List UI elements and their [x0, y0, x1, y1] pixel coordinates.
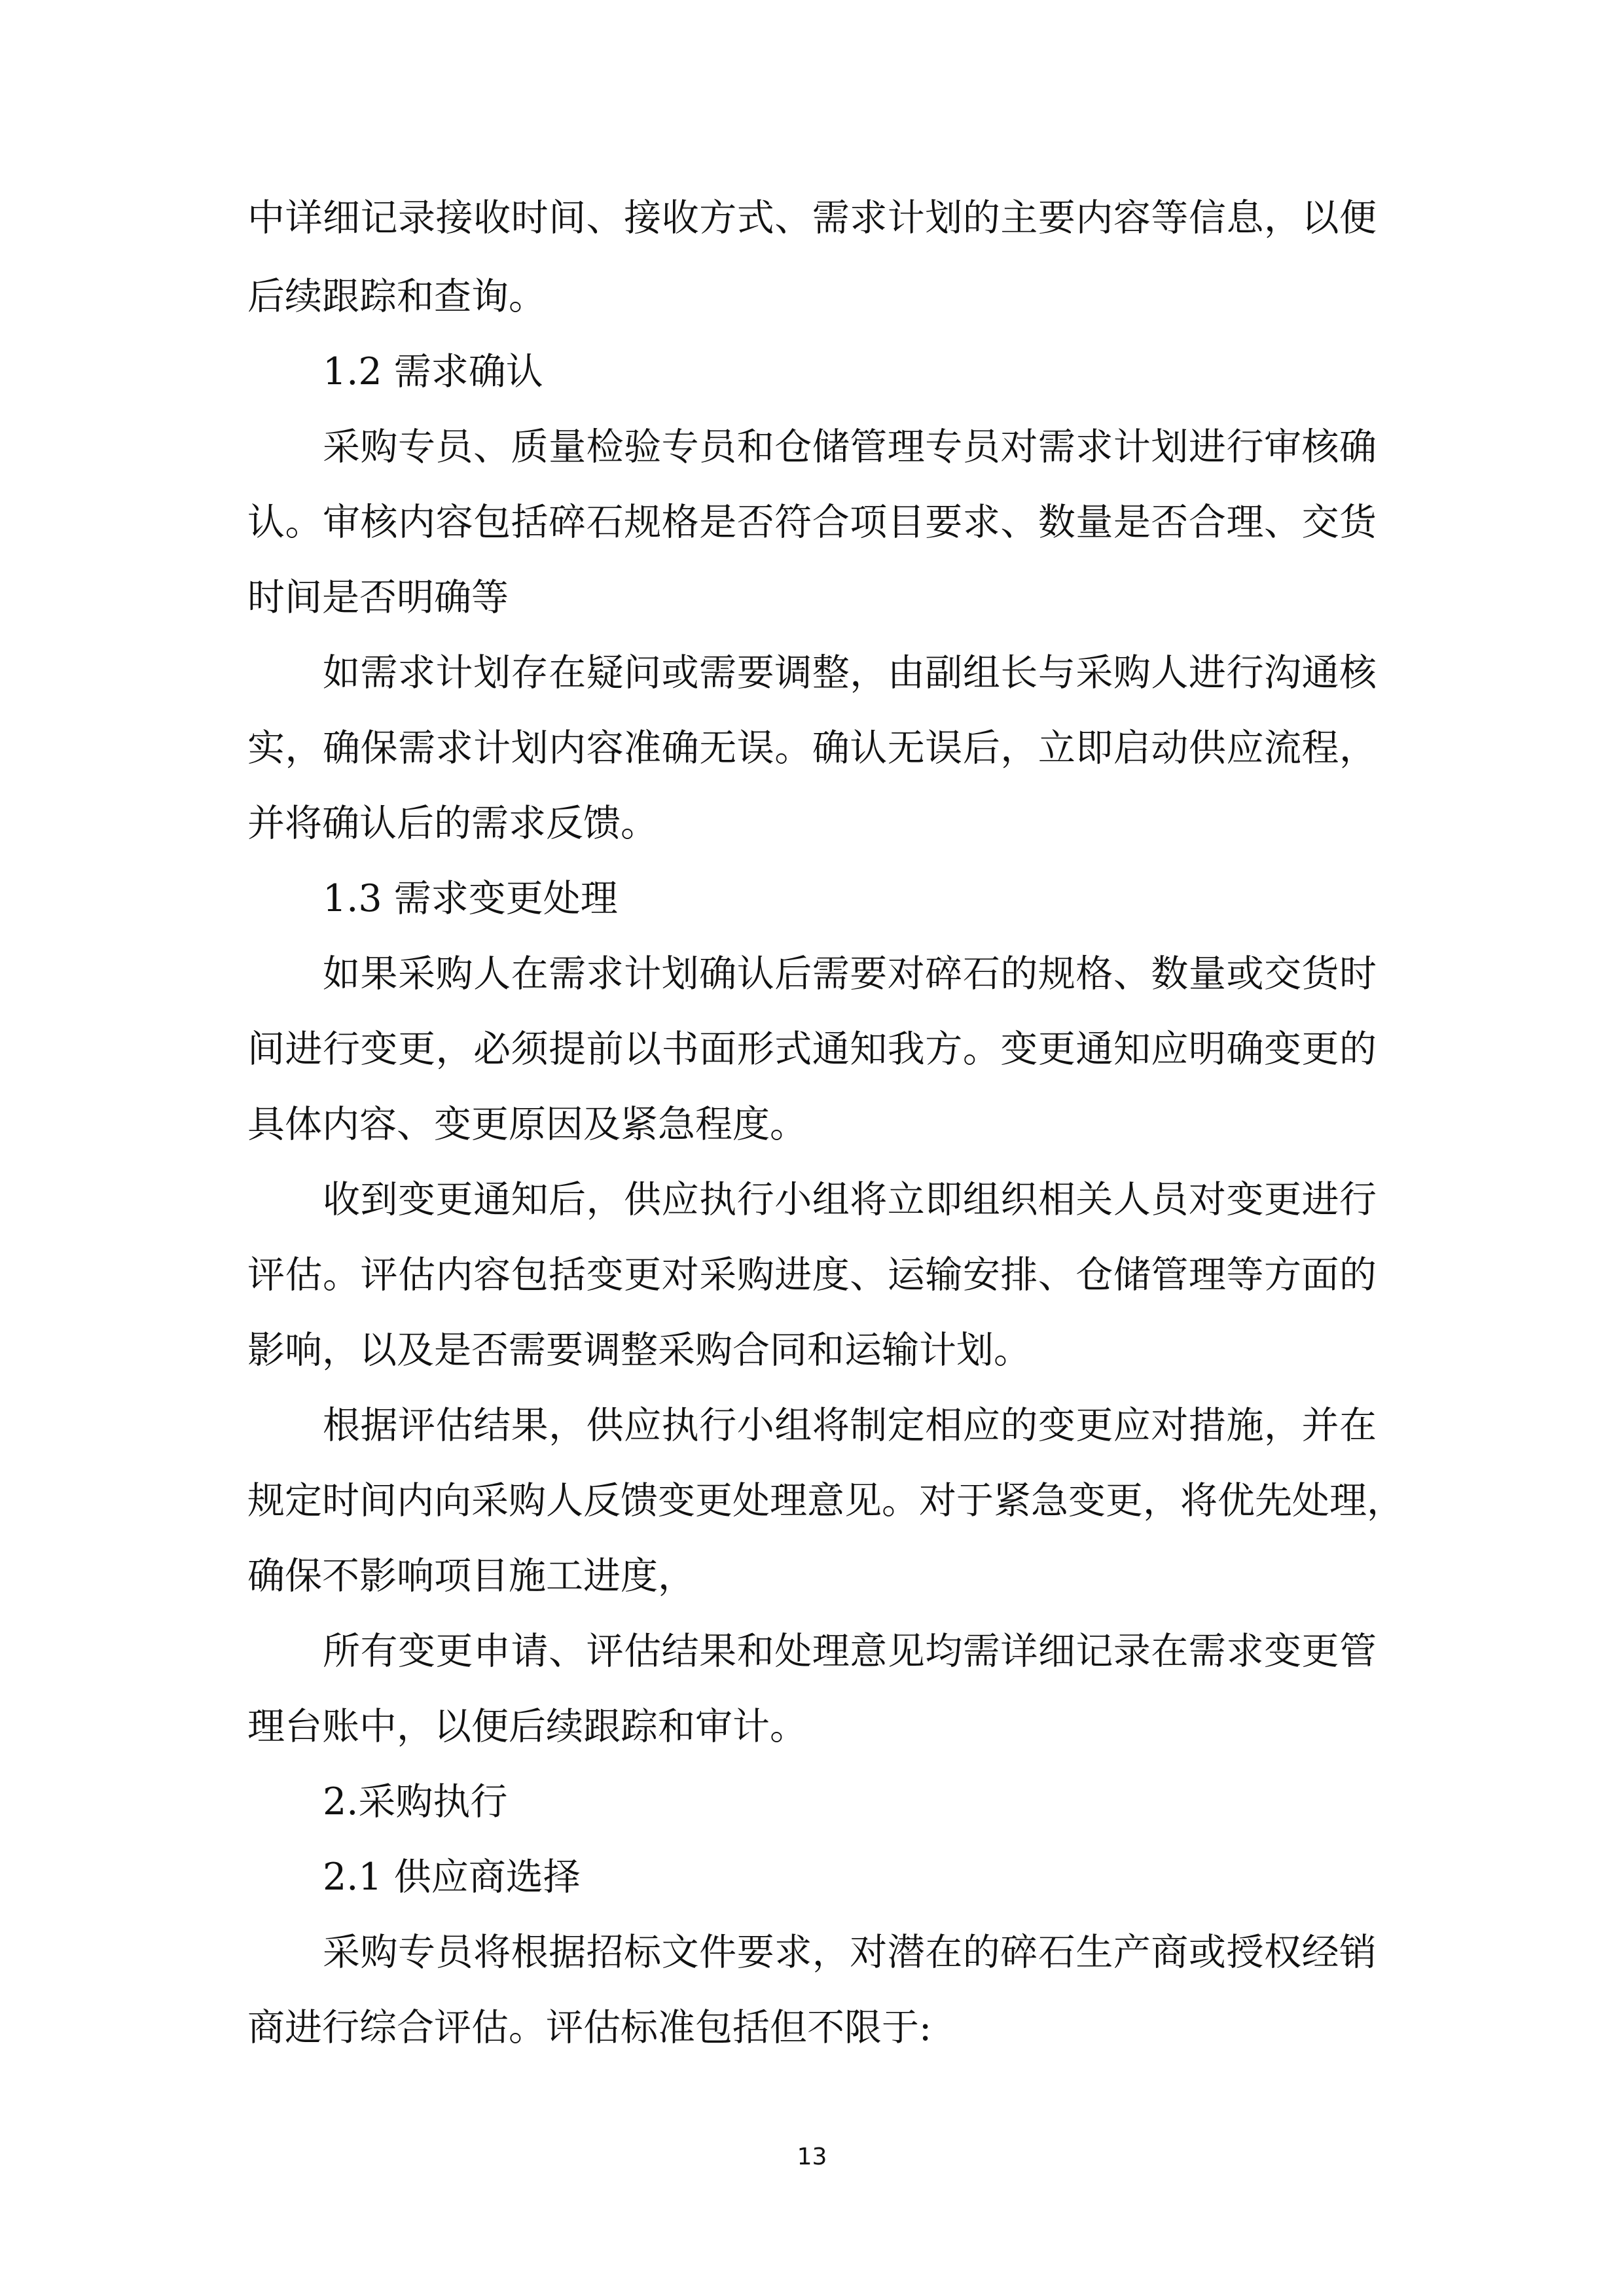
body-line: 时间是否明确等	[247, 576, 509, 619]
body-line: 认。审核内容包括碎石规格是否符合项目要求、数量是否合理、交货	[247, 501, 1377, 544]
section-heading: 2.1 供应商选择	[323, 1856, 581, 1899]
section-heading: 1.3 需求变更处理	[323, 877, 618, 920]
body-line: 中详细记录接收时间、接收方式、需求计划的主要内容等信息，以便	[247, 196, 1377, 240]
body-line: 收到变更通知后，供应执行小组将立即组织相关人员对变更进行	[323, 1178, 1377, 1221]
body-line: 并将确认后的需求反馈。	[247, 802, 658, 845]
body-line: 规定时间内向采购人反馈变更处理意见。对于紧急变更，将优先处理，	[247, 1479, 1404, 1522]
section-heading: 2.采购执行	[323, 1780, 508, 1823]
body-line: 间进行变更，必须提前以书面形式通知我方。变更通知应明确变更的	[247, 1028, 1377, 1071]
body-line: 采购专员、质量检验专员和仓储管理专员对需求计划进行审核确	[323, 425, 1377, 469]
body-line: 如需求计划存在疑问或需要调整，由副组长与采购人进行沟通核	[323, 651, 1377, 694]
body-line: 理台账中，以便后续跟踪和审计。	[247, 1705, 807, 1748]
body-line: 所有变更申请、评估结果和处理意见均需详细记录在需求变更管	[323, 1630, 1377, 1673]
body-line: 如果采购人在需求计划确认后需要对碎石的规格、数量或交货时	[323, 952, 1377, 996]
body-line: 实，确保需求计划内容准确无误。确认无误后，立即启动供应流程，	[247, 726, 1377, 770]
body-line: 采购专员将根据招标文件要求，对潜在的碎石生产商或授权经销	[323, 1931, 1377, 1974]
body-line: 评估。评估内容包括变更对采购进度、运输安排、仓储管理等方面的	[247, 1253, 1377, 1297]
body-line: 后续跟踪和查询。	[247, 275, 546, 318]
page-number: 13	[797, 2144, 827, 2170]
body-line: 确保不影响项目施工进度，	[247, 1554, 695, 1598]
section-heading: 1.2 需求确认	[323, 350, 543, 393]
body-line: 根据评估结果，供应执行小组将制定相应的变更应对措施，并在	[323, 1404, 1377, 1447]
body-line: 商进行综合评估。评估标准包括但不限于:	[247, 2006, 932, 2049]
body-line: 具体内容、变更原因及紧急程度。	[247, 1103, 807, 1146]
body-line: 影响，以及是否需要调整采购合同和运输计划。	[247, 1329, 1031, 1372]
